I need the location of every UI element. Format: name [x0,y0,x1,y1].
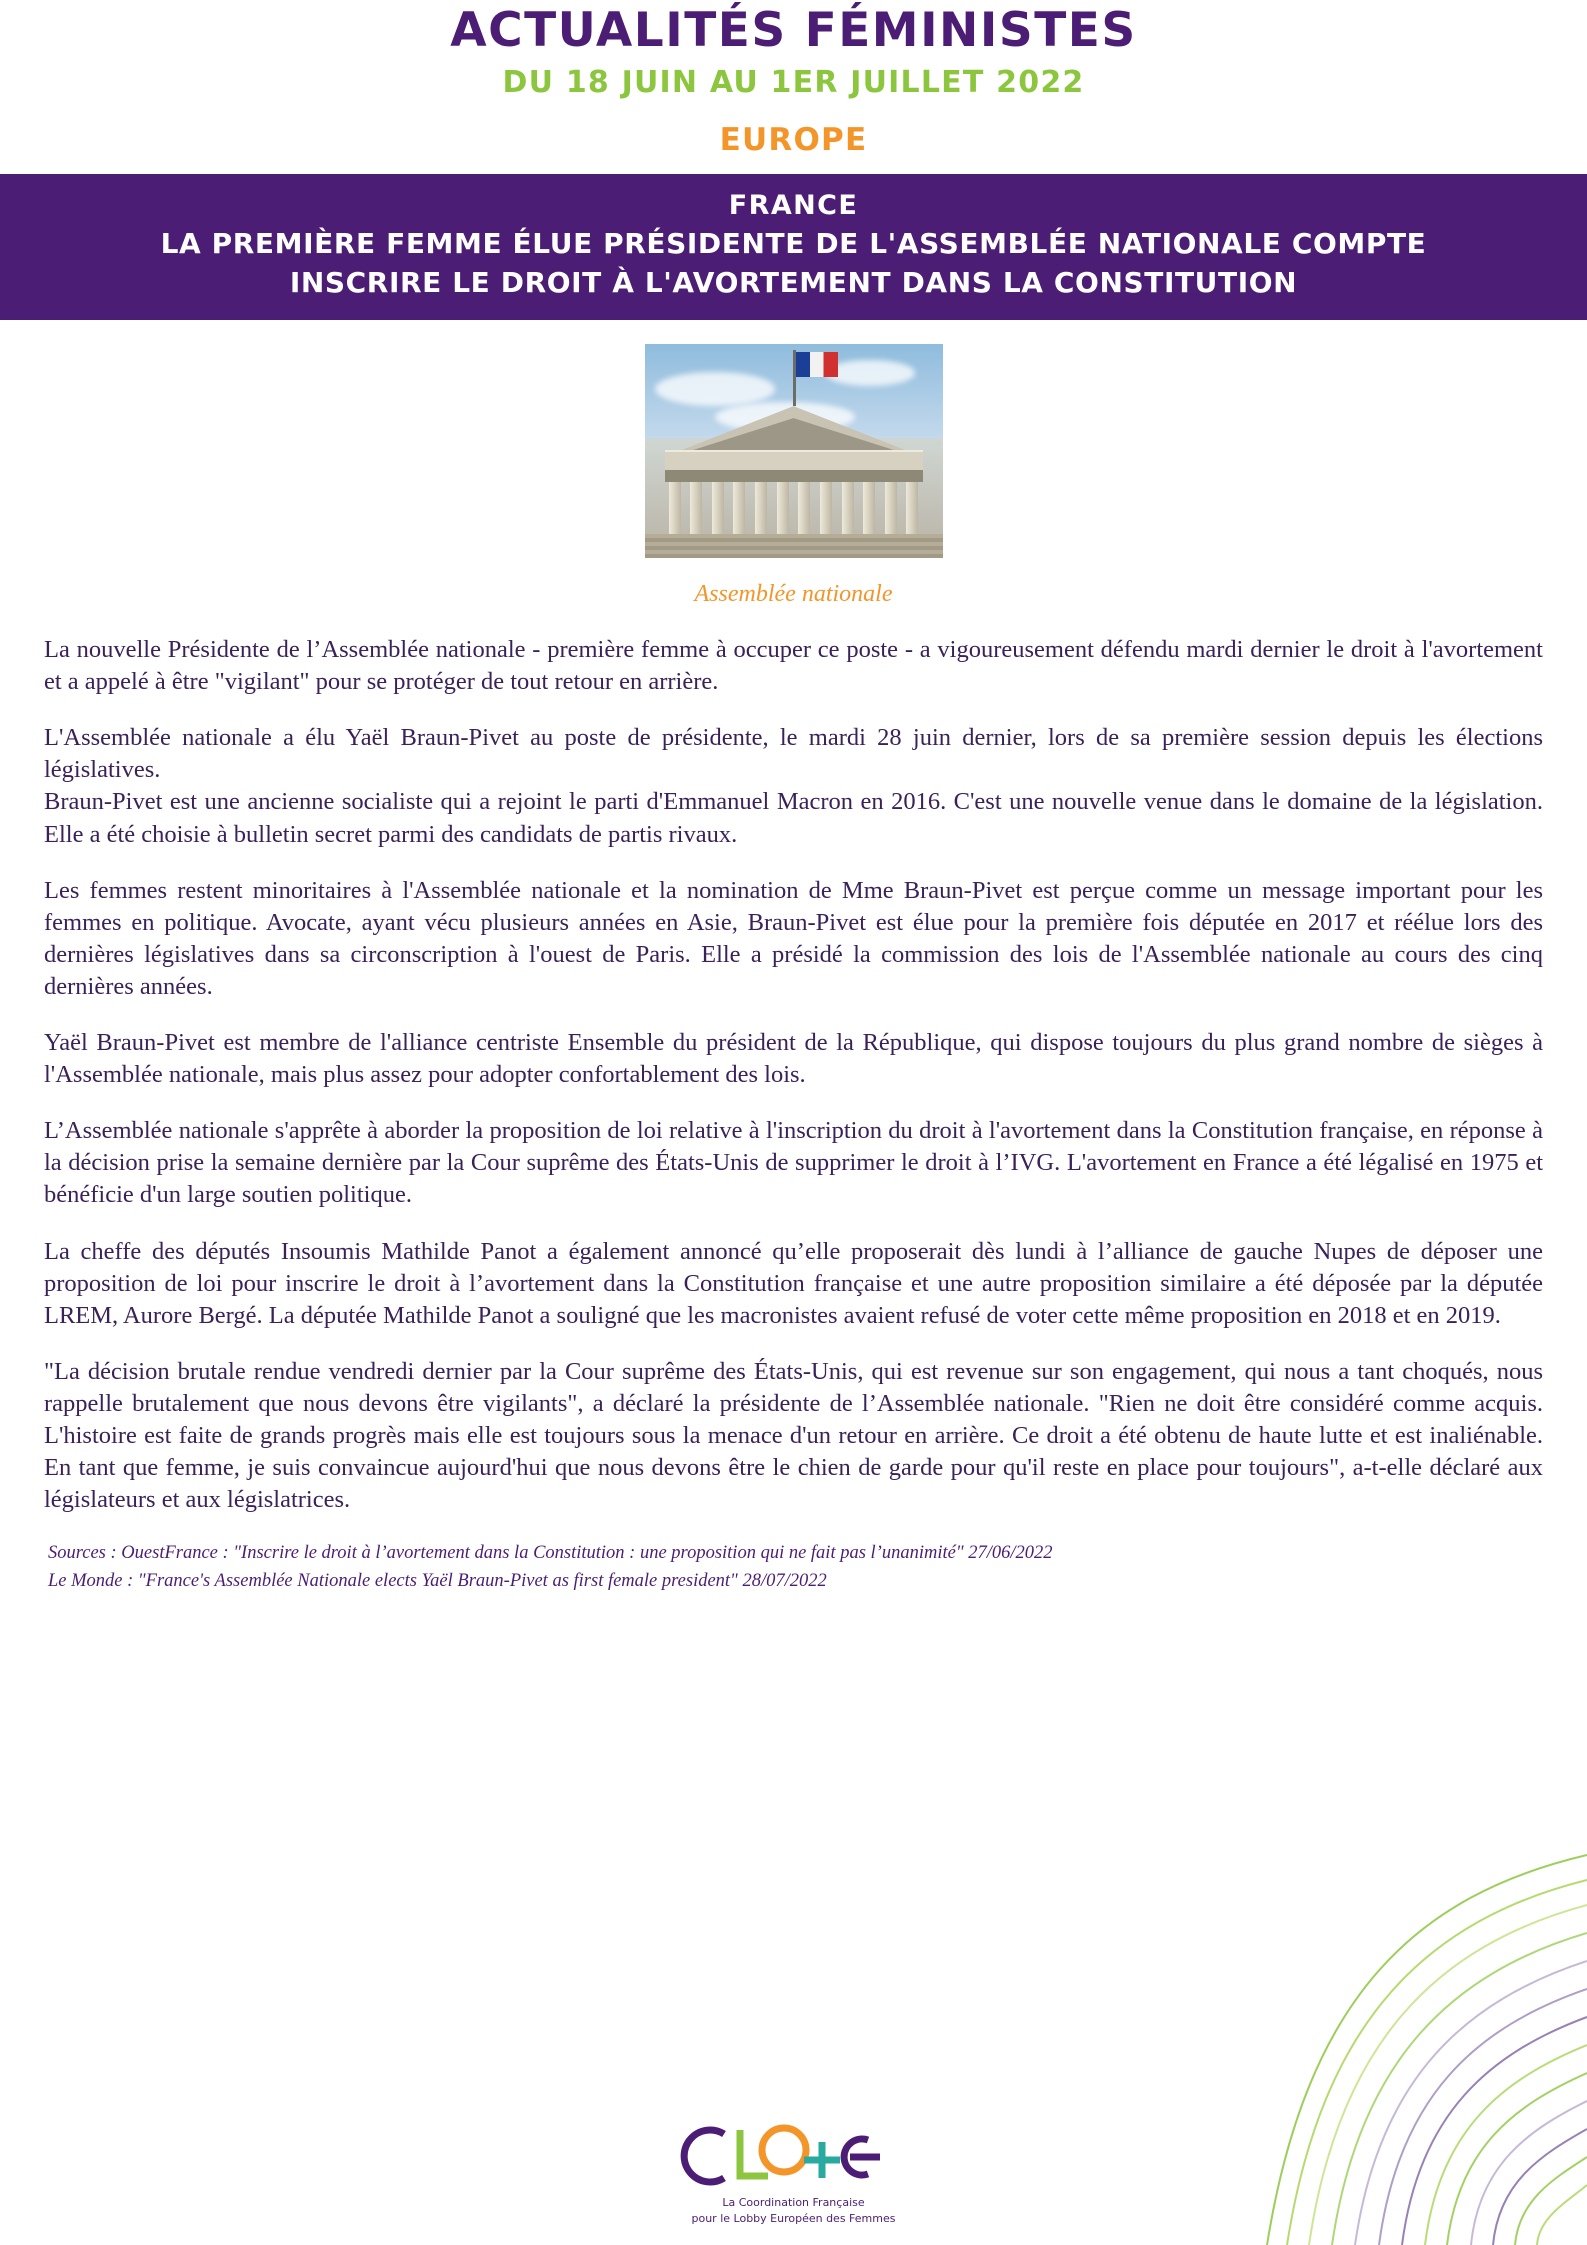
article-body [0,634,1587,1516]
logo-caption-line2: pour le Lobby Européen des Femmes [691,2212,896,2225]
photo-cloud [655,372,775,406]
photo-frieze [665,470,923,482]
photo-caption: Assemblée nationale [694,581,893,608]
photo-entablature [665,450,923,472]
page-title: ACTUALITÉS FÉMINISTES [450,3,1137,58]
article-paragraph: La nouvelle Présidente de l’Assemblée nationale - première femme à occuper ce poste - a vigoureusement défendu mardi dernier le droit à l'avortement et a appelé à être "vigilant" pour se protéger de tout retour en arrière. [44,636,1543,696]
article-paragraph: L’Assemblée nationale s'apprête à aborder la proposition de loi relative à l'inscription du droit à l'avortement dans la Constitution française, en réponse à la décision prise la semaine dernière par la Cour suprême des États-Unis de supprimer le droit à l’IVG. L'avortement en France a été légalisé en 1975 et bénéficie d'un large soutien politique. [44,1117,1543,1209]
clef-logo-mark [664,2116,924,2194]
assemblee-nationale-photo [645,344,943,558]
source-line-2: Le Monde : "France's Assemblée Nationale elects Yaël Braun-Pivet as first female president" 28/07/2022 [48,1571,827,1591]
date-range-subtitle: DU 18 JUIN AU 1ER JUILLET 2022 [502,64,1085,100]
sources-block [0,1540,1587,1596]
clef-logo [664,2116,924,2225]
region-heading: EUROPE [719,121,868,158]
logo-block [0,2116,1587,2227]
article-paragraph: Yaël Braun-Pivet est membre de l'alliance centriste Ensemble du président de la République, qui dispose toujours du plus grand nombre de sièges à l'Assemblée nationale, mais plus assez pour adopter confortablement des lois. [44,1029,1543,1089]
article-photo-wrap [0,344,1587,608]
article-paragraph: Braun-Pivet est une ancienne socialiste qui a rejoint le parti d'Emmanuel Macron en 2016. C'est une nouvelle venue dans le domaine de la législation. Elle a été choisie à bulletin secret parmi des candidats de partis rivaux. [44,788,1543,848]
article-paragraph: Les femmes restent minoritaires à l'Assemblée nationale et la nomination de Mme Braun-Pivet est perçue comme un message important pour les femmes en politique. Avocate, ayant vécu plusieurs années en Asie, Braun-Pivet est élue pour la première fois députée en 2017 et réélue lors des dernières législatives dans sa circonscription à l'ouest de Paris. Elle a présidé la commission des lois de l'Assemblée nationale au cours des cinq dernières années. [44,876,1543,1000]
article-paragraph: L'Assemblée nationale a élu Yaël Braun-Pivet au poste de présidente, le mardi 28 juin dernier, lors de sa première session depuis les élections législatives. [44,724,1543,784]
photo-cloud [825,360,915,386]
masthead [0,0,1587,158]
photo-steps [645,534,943,558]
logo-caption-line1: La Coordination Française [722,2196,865,2210]
article-paragraph: La cheffe des députés Insoumis Mathilde Panot a également annoncé qu’elle proposerait dès lundi à l’alliance de gauche Nupes de déposer une proposition de loi pour inscrire le droit à l’avortement dans la Constitution française et une autre proposition similaire a été déposée par la députée LREM, Aurore Bergé. La députée Mathilde Panot a souligné que les macronistes avaient refusé de voter cette même proposition en 2018 et en 2019. [44,1237,1543,1329]
photo-colonnade [669,482,919,534]
article-paragraph: "La décision brutale rendue vendredi dernier par la Cour suprême des États-Unis, qui est revenue sur son engagement, qui nous a tant choqués, nous rappelle brutalement que nous devons être vigilants", a déclaré la présidente de l’Assemblée nationale. "Rien ne doit être considéré comme acquis. L'histoire est faite de grands progrès mais elle est toujours sous la menace d'un retour en arrière. Ce droit a été obtenu de haute lutte et est inaliénable. En tant que femme, je suis convaincue aujourd'hui que nous devons être le chien de garde pour qu'il reste en place pour toujours", a-t-elle déclaré aux législateurs et aux législatrices. [44,1357,1543,1514]
banner-country: FRANCE [728,189,859,221]
banner-headline-line1: LA PREMIÈRE FEMME ÉLUE PRÉSIDENTE DE L'ASSEMBLÉE NATIONALE COMPTE [160,227,1427,261]
banner-headline-line2: INSCRIRE LE DROIT À L'AVORTEMENT DANS LA CONSTITUTION [289,266,1298,300]
source-line-1: Sources : OuestFrance : "Inscrire le droit à l’avortement dans la Constitution : une proposition qui ne fait pas l’unanimité" 27/06/2022 [48,1543,1053,1564]
french-flag-icon [796,352,838,377]
article-banner [0,174,1587,320]
